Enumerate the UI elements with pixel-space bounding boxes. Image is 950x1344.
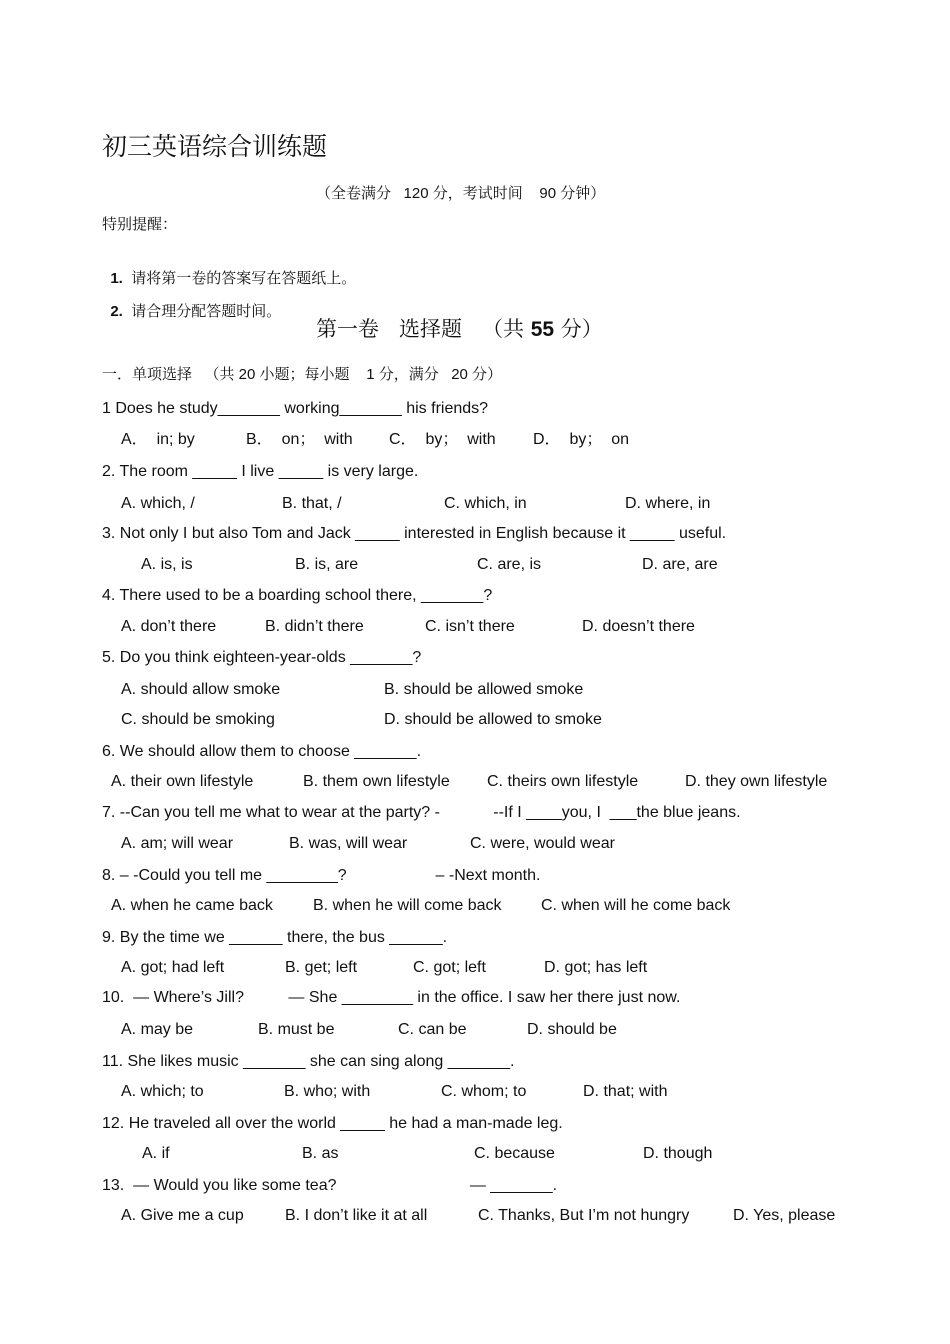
option: A. am; will wear [121,835,234,852]
option: B. was, will wear [289,835,408,852]
option: D. are, are [642,556,718,573]
option: B. them own lifestyle [303,773,450,790]
option: C. are, is [477,556,542,573]
option: C. because [474,1145,555,1162]
question-stem: 8. – -Could you tell me ________? – -Next month. [102,867,541,884]
section-points: 55 [530,318,555,341]
question-stem: 2. The room _____ I live _____ is very large. [102,463,419,480]
option: D. Yes, please [733,1207,836,1224]
reminder-number: 2. [110,303,123,320]
option: B. get; left [285,959,358,976]
option: B. must be [258,1021,335,1038]
section-suffix: 分） [554,317,603,341]
option: A. should allow smoke [121,681,281,698]
option: A. may be [121,1021,194,1038]
option: C. Thanks, But I’m not hungry [478,1207,690,1224]
option: B. as [302,1145,339,1162]
option: C. can be [398,1021,467,1038]
option: B. who; with [284,1083,371,1100]
option: A. which; to [121,1083,204,1100]
exam-title: 初三英语综合训练题 [102,132,328,161]
section-heading [316,316,603,343]
option: C. isn’t there [425,618,515,635]
question-stem: 7. --Can you tell me what to wear at the party? - --If I ____you, I ___the blue jeans. [102,804,741,821]
question-stem: 1 Does he study_______ working_______ his friends? [102,400,489,417]
option: A． in; by [121,431,195,448]
option: B． on； with [246,431,353,448]
option: C. theirs own lifestyle [487,773,639,790]
reminder-number: 1. [110,270,123,287]
option: B. when he will come back [313,897,502,914]
option: A. which, / [121,495,195,512]
reminder-text: 请合理分配答题时间。 [131,303,282,320]
option: C. should be smoking [121,711,275,728]
reminder-text: 请将第一卷的答案写在答题纸上。 [131,270,357,287]
option: A. their own lifestyle [111,773,254,790]
question-stem: 11. She likes music _______ she can sing along _______. [102,1053,515,1070]
option: D． by； on [533,431,630,448]
option: A. if [142,1145,170,1162]
option: D. they own lifestyle [685,773,828,790]
option: B. I don’t like it at all [285,1207,428,1224]
option: D. got; has left [544,959,648,976]
option: B. that, / [282,495,342,512]
option: A. when he came back [111,897,273,914]
option: C. were, would wear [470,835,615,852]
option: A. is, is [141,556,193,573]
question-stem: 10. — Where’s Jill? — She ________ in the office. I saw her there just now. [102,989,681,1006]
option: D. doesn’t there [582,618,695,635]
option: C. got; left [413,959,486,976]
option: B. is, are [295,556,359,573]
option: D. where, in [625,495,711,512]
reminder-item [102,282,281,322]
exam-subtitle: （全卷满分 120 分，考试时间 90 分钟） [316,185,606,202]
question-stem: 4. There used to be a boarding school there, _______? [102,587,493,604]
question-stem: 5. Do you think eighteen-year-olds _______? [102,649,422,666]
option: C. which, in [444,495,527,512]
question-stem: 13. — Would you like some tea? — _______. [102,1177,558,1194]
option: C. whom; to [441,1083,527,1100]
part-heading: 一．单项选择 （共 20 小题；每小题 1 分，满分 20 分） [102,366,503,383]
option: B. should be allowed smoke [384,681,584,698]
option: B. didn’t there [265,618,364,635]
section-prefix: 第一卷 选择题 （共 [316,317,531,341]
option: A. don’t there [121,618,217,635]
option: D. that; with [583,1083,668,1100]
question-stem: 9. By the time we ______ there, the bus ______. [102,929,448,946]
option: C. when will he come back [541,897,731,914]
option: D. though [643,1145,713,1162]
option: C． by； with [389,431,496,448]
question-stem: 3. Not only I but also Tom and Jack _____ interested in English because it _____ useful. [102,525,727,542]
question-stem: 6. We should allow them to choose _______. [102,743,422,760]
option: D. should be [527,1021,617,1038]
reminder-label: 特别提醒： [102,216,178,233]
option: D. should be allowed to smoke [384,711,602,728]
option: A. got; had left [121,959,225,976]
question-stem: 12. He traveled all over the world _____ he had a man-made leg. [102,1115,563,1132]
option: A. Give me a cup [121,1207,244,1224]
